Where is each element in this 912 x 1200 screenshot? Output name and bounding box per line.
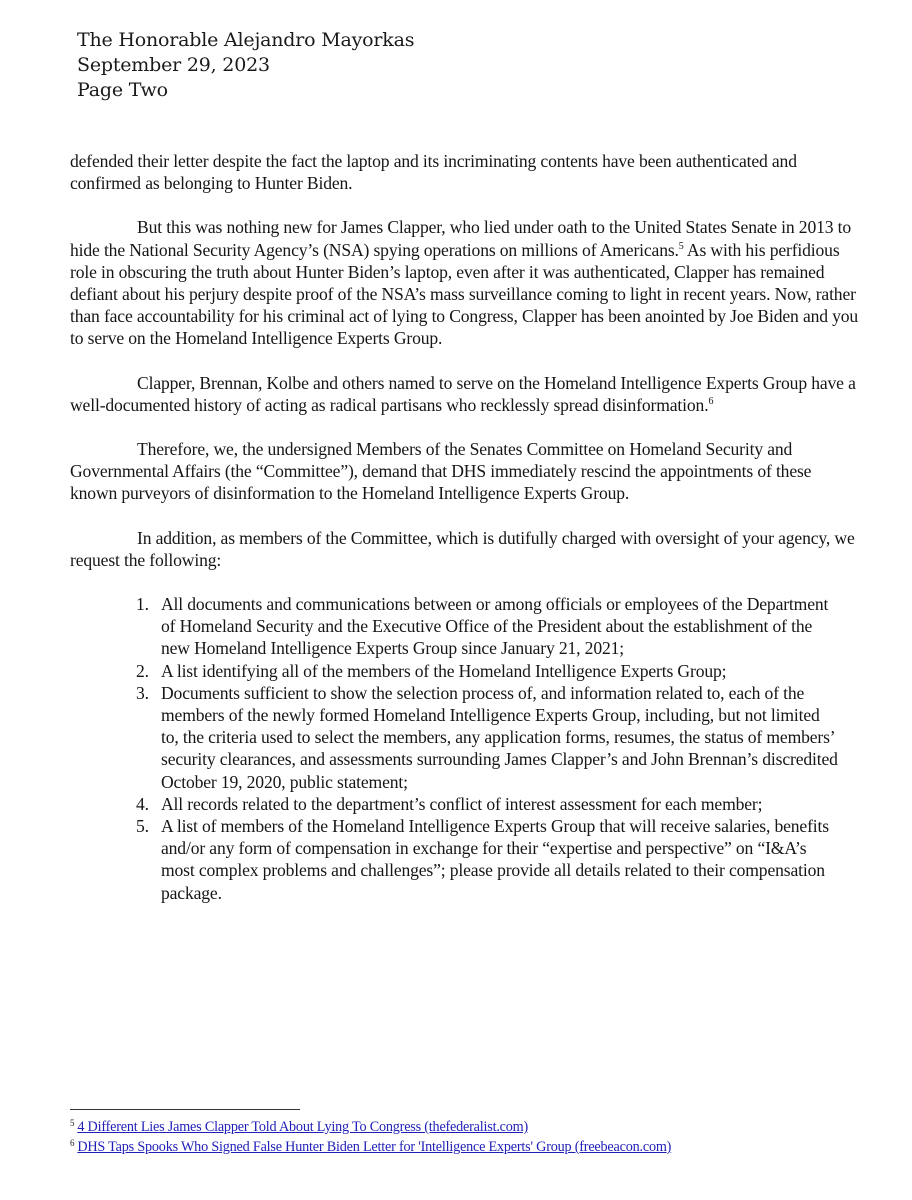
letter-body: [70, 150, 860, 904]
paragraph-request-intro: In addition, as members of the Committee, which is dutifully charged with oversight of your agency, we request the following:: [70, 527, 855, 570]
list-item: [138, 660, 838, 682]
footnote-ref-6[interactable]: 6: [708, 395, 714, 407]
footnote-mark: 6: [70, 1138, 75, 1148]
list-number: 1.: [136, 594, 149, 615]
footnote-link-federalist[interactable]: 4 Different Lies James Clapper Told About Lying To Congress (thefederalist.com): [77, 1119, 529, 1135]
list-number: 4.: [136, 793, 149, 814]
letter-header: [77, 28, 414, 103]
footnote-6: [70, 1138, 671, 1158]
footnote-link-freebeacon[interactable]: DHS Taps Spooks Who Signed False Hunter Biden Letter for 'Intelligence Experts' Group (freebeacon.com): [77, 1139, 672, 1155]
list-item-text: Documents sufficient to show the selection process of, and information related to, each of the members of the newly formed Homeland Intelligence Experts Group, including, but not limited to, the criteria used to select the members, any application forms, resumes, the status of members’ security clearances, and assessments surrounding James Clapper’s and John Brennan’s discredited October 19, 2020, public statement;: [161, 682, 838, 792]
paragraph-continuation: defended their letter despite the fact the laptop and its incriminating contents have been authenticated and confirmed as belonging to Hunter Biden.: [70, 151, 797, 194]
paragraph-partisans: Clapper, Brennan, Kolbe and others named to serve on the Homeland Intelligence Experts Group have a well-documented history of acting as radical partisans who recklessly spread disinformation.$^6$: [70, 372, 856, 415]
list-item: [138, 793, 838, 815]
footnote-ref-5[interactable]: 5: [678, 240, 684, 252]
footnote-5: [70, 1118, 671, 1138]
date-line: September 29, 2023: [77, 54, 270, 76]
footnote-separator: [70, 1109, 300, 1110]
list-item: [138, 815, 838, 904]
list-item: [138, 682, 838, 793]
list-item: [138, 593, 838, 660]
page-number-line: Page Two: [77, 79, 168, 101]
list-item-text: A list identifying all of the members of the Homeland Intelligence Experts Group;: [161, 660, 727, 681]
list-item-text: All records related to the department’s conflict of interest assessment for each member;: [161, 793, 763, 814]
list-number: 3.: [136, 682, 149, 703]
list-item-text: All documents and communications between or among officials or employees of the Department of Homeland Security and the Executive Office of the President about the establishment of the new Homeland Intelligence Experts Group since January 21, 2021;: [161, 594, 829, 659]
paragraph-clapper-perjury: But this was nothing new for James Clapper, who lied under oath to the United States Senate in 2013 to hide the National Security Agency’s (NSA) spying operations on millions of Americans.$^5$ As with his perfidious role in obscuring the truth about Hunter Biden’s laptop, even after it was authenticated, Clapper has remained defiant about his perjury despite proof of the NSA’s mass surveillance coming to light in recent years. Now, rather than face accountability for his criminal act of lying to Congress, Clapper has been anointed by Joe Biden and you to serve on the Homeland Intelligence Experts Group.: [70, 217, 859, 349]
list-number: 5.: [136, 816, 149, 837]
request-list: [138, 593, 838, 904]
list-number: 2.: [136, 660, 149, 681]
paragraph-demand-rescind: Therefore, we, the undersigned Members of the Senates Committee on Homeland Security and Governmental Affairs (the “Committee”), demand that DHS immediately rescind the appointments of these known purveyors of disinformation to the Homeland Intelligence Experts Group.: [70, 439, 812, 504]
list-item-text: A list of members of the Homeland Intelligence Experts Group that will receive salaries, benefits and/or any form of compensation in exchange for their “expertise and perspective” on “I&A’s most complex problems and challenges”; please provide all details related to their compensation package.: [161, 816, 829, 903]
footnotes: [70, 1118, 671, 1158]
recipient-line: The Honorable Alejandro Mayorkas: [77, 29, 415, 51]
footnote-mark: 5: [70, 1118, 75, 1128]
